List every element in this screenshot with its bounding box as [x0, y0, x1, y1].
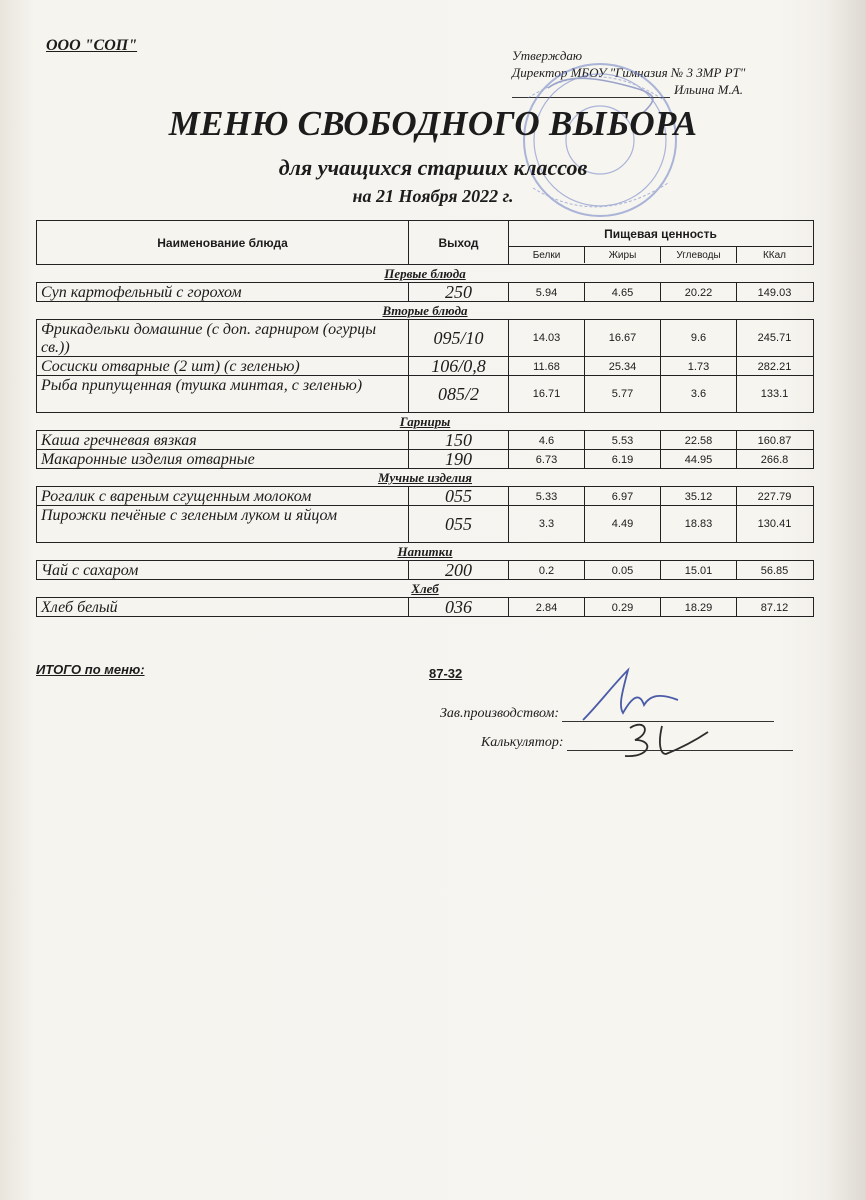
dish-output: 055 [409, 506, 509, 542]
kcal-value: 133.1 [760, 388, 789, 400]
fats-value: 25.34 [585, 357, 661, 375]
table-row [36, 282, 814, 302]
proteins-value: 16.71 [509, 376, 585, 412]
handwritten-signature-calculator [610, 718, 720, 763]
proteins-value: 0.2 [509, 561, 585, 579]
total-label: ИТОГО по меню: [36, 662, 145, 677]
document-subtitle: для учащихся старших классов [278, 155, 588, 180]
section-title: Напитки [397, 544, 453, 559]
proteins-value: 5.33 [509, 487, 585, 505]
dish-output: 095/10 [409, 320, 509, 356]
carbs-value: 1.73 [661, 357, 737, 375]
approve-label: Утверждаю [512, 48, 583, 63]
carbs-value: 20.22 [661, 283, 737, 301]
table-header [36, 220, 814, 265]
dish-output: 190 [409, 450, 509, 468]
calculator-label: Калькулятор: [481, 735, 564, 750]
dish-name: Пирожки печёные с зеленым луком и яйцом [37, 506, 409, 542]
dish-name: Каша гречневая вязкая [37, 431, 409, 449]
proteins-value: 11.68 [509, 357, 585, 375]
menu-table [36, 220, 814, 617]
document-title: МЕНЮ СВОБОДНОГО ВЫБОРА [168, 104, 698, 143]
table-row [36, 597, 814, 617]
organization-name: ООО "СОП" [46, 37, 138, 54]
table-row [36, 449, 814, 469]
total-value: 87-32 [429, 666, 463, 681]
section-title: Первые блюда [384, 266, 466, 281]
production-label: Зав.производством: [440, 706, 560, 721]
table-row [36, 560, 814, 580]
kcal-value: 87.12 [760, 602, 789, 614]
fats-value: 6.97 [585, 487, 661, 505]
dish-output: 085/2 [409, 376, 509, 412]
table-row [36, 319, 814, 357]
table-row [36, 375, 814, 413]
approve-position: Директор МБОУ "Гимназия № 3 ЗМР РТ" [512, 65, 746, 80]
dish-output: 036 [409, 598, 509, 616]
dish-name: Суп картофельный с горохом [37, 283, 409, 301]
header-proteins: Белки [509, 247, 585, 263]
dish-output: 250 [409, 283, 509, 301]
carbs-value: 18.29 [661, 598, 737, 616]
approve-name: Ильина М.А. [674, 82, 743, 97]
proteins-value: 14.03 [509, 320, 585, 356]
fats-value: 0.05 [585, 561, 661, 579]
dish-name: Фрикадельки домашние (с доп. гарниром (огурцы св.)) [37, 320, 409, 356]
fats-value: 4.65 [585, 283, 661, 301]
carbs-value: 9.6 [661, 320, 737, 356]
proteins-value: 4.6 [509, 431, 585, 449]
kcal-value: 149.03 [757, 287, 792, 299]
dish-name: Сосиски отварные (2 шт) (с зеленью) [37, 357, 409, 375]
dish-name: Рыба припущенная (тушка минтая, с зеленью) [37, 376, 409, 412]
kcal-value: 56.85 [760, 565, 789, 577]
table-body [36, 265, 814, 617]
carbs-value: 35.12 [661, 487, 737, 505]
fats-value: 6.19 [585, 450, 661, 468]
kcal-value: 160.87 [757, 435, 792, 447]
fats-value: 16.67 [585, 320, 661, 356]
proteins-value: 5.94 [509, 283, 585, 301]
dish-output: 106/0,8 [409, 357, 509, 375]
table-row [36, 505, 814, 543]
section-title: Мучные изделия [377, 470, 473, 485]
dish-output: 150 [409, 431, 509, 449]
kcal-value: 130.41 [757, 518, 792, 530]
proteins-value: 3.3 [509, 506, 585, 542]
document-date: на 21 Ноября 2022 г. [352, 186, 514, 206]
proteins-value: 2.84 [509, 598, 585, 616]
dish-name: Макаронные изделия отварные [37, 450, 409, 468]
fats-value: 5.77 [585, 376, 661, 412]
carbs-value: 44.95 [661, 450, 737, 468]
handwritten-signature-production [578, 665, 688, 725]
header-kcal: ККал [762, 249, 787, 261]
kcal-value: 266.8 [760, 454, 789, 466]
table-row [36, 356, 814, 376]
section-title: Вторые блюда [382, 303, 468, 318]
table-row [36, 430, 814, 450]
dish-name: Хлеб белый [37, 598, 409, 616]
proteins-value: 6.73 [509, 450, 585, 468]
carbs-value: 22.58 [661, 431, 737, 449]
kcal-value: 245.71 [757, 332, 792, 344]
dish-output: 200 [409, 561, 509, 579]
header-carbs: Углеводы [661, 247, 737, 263]
dish-output: 055 [409, 487, 509, 505]
table-row [36, 486, 814, 506]
section-title: Хлеб [411, 581, 439, 596]
header-dish-name: Наименование блюда [37, 221, 409, 264]
kcal-value: 282.21 [757, 361, 792, 373]
header-fats: Жиры [585, 247, 661, 263]
header-output: Выход [409, 221, 509, 264]
fats-value: 5.53 [585, 431, 661, 449]
fats-value: 0.29 [585, 598, 661, 616]
dish-name: Чай с сахаром [37, 561, 409, 579]
carbs-value: 15.01 [661, 561, 737, 579]
carbs-value: 3.6 [661, 376, 737, 412]
section-title: Гарниры [399, 414, 451, 429]
fats-value: 4.49 [585, 506, 661, 542]
dish-name: Рогалик с вареным сгущенным молоком [37, 487, 409, 505]
kcal-value: 227.79 [757, 491, 792, 503]
header-nutrition: Пищевая ценность [509, 221, 812, 247]
carbs-value: 18.83 [661, 506, 737, 542]
